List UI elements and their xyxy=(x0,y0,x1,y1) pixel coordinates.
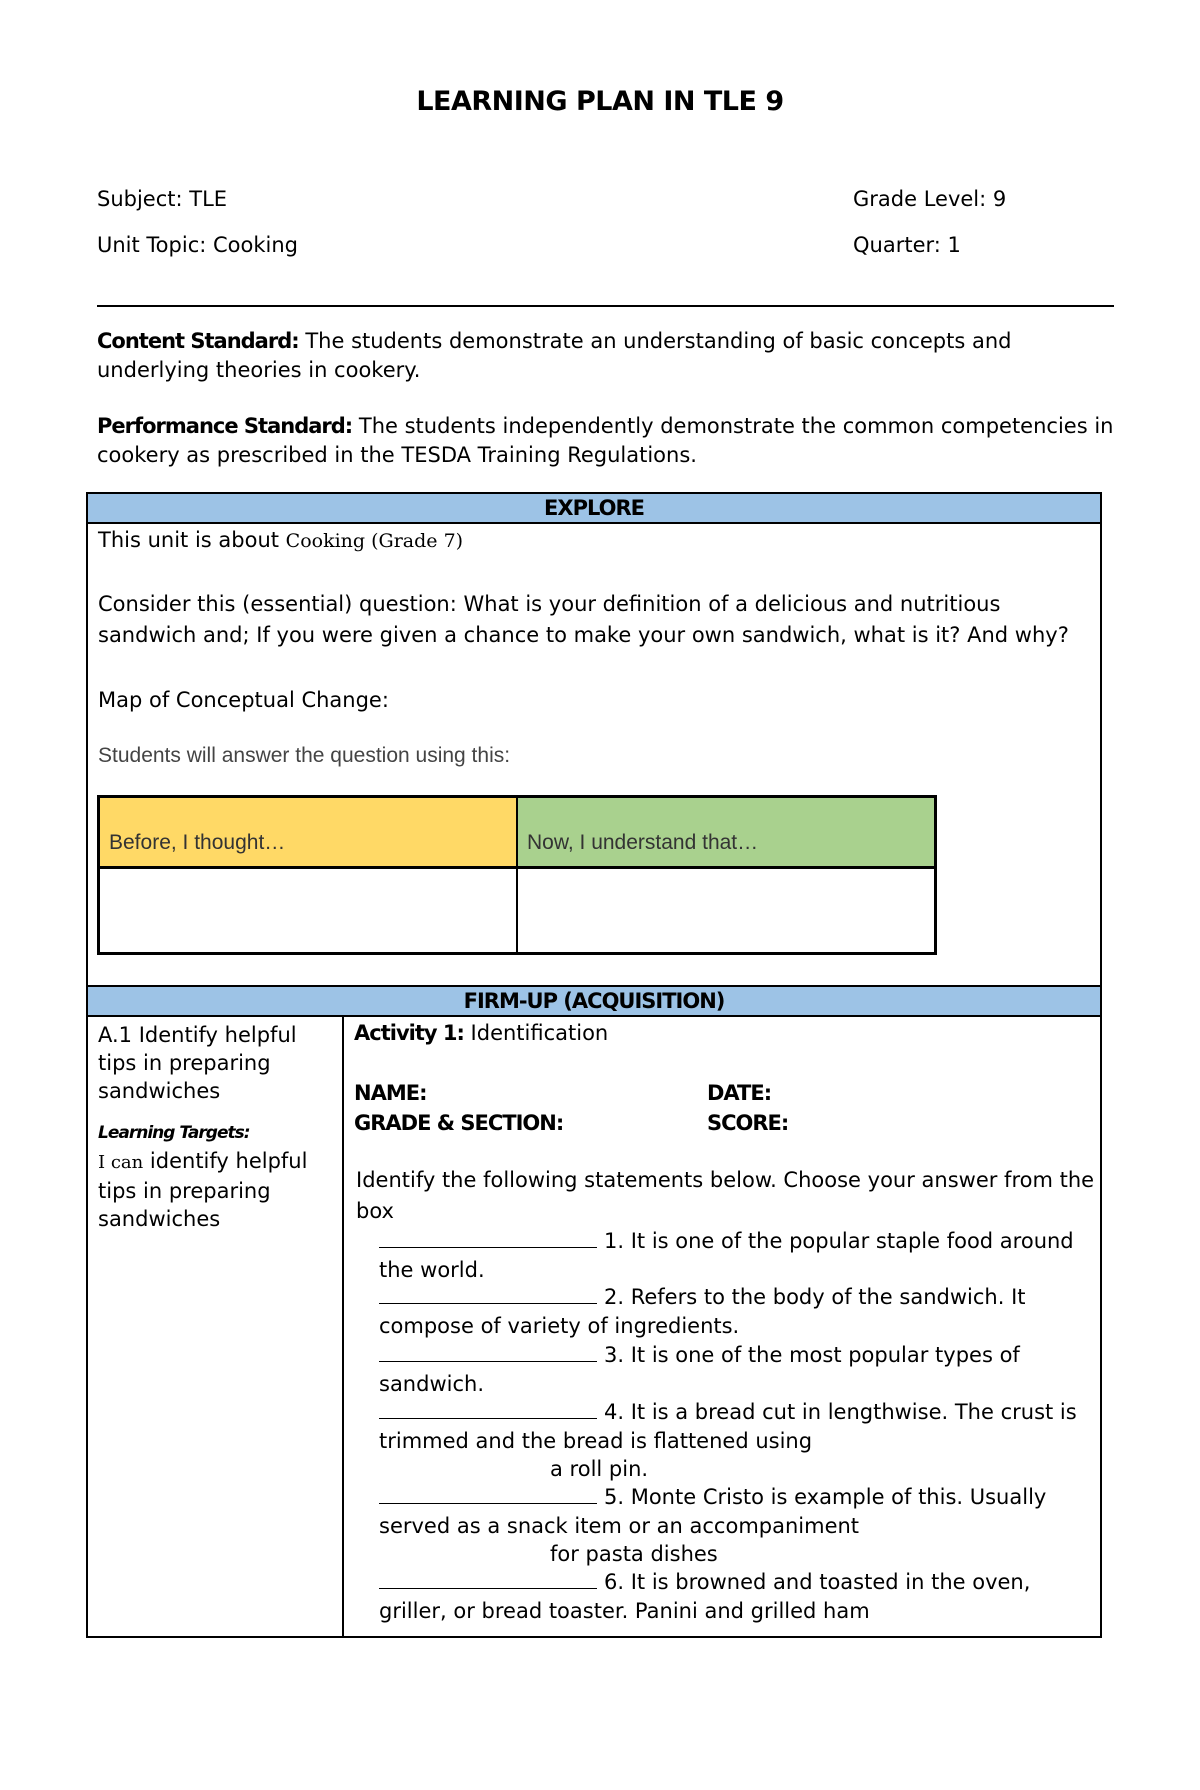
answer-blank[interactable] xyxy=(379,1229,597,1248)
header-divider xyxy=(97,305,1114,307)
explore-header: EXPLORE xyxy=(88,494,1100,524)
column-divider xyxy=(342,1017,344,1636)
unit-name: Cooking (Grade 7) xyxy=(285,530,464,552)
instructions-text: Identify the following statements below. Choose your answer from the box xyxy=(356,1168,1095,1223)
objective-text: A.1 Identify helpful tips in preparing sandwiches xyxy=(98,1023,297,1103)
activity-name: Identification xyxy=(463,1021,609,1045)
question-text: 1. It is one of the popular staple food around the world. xyxy=(379,1229,1074,1282)
question-item-5 xyxy=(379,1483,1084,1540)
question-item-1 xyxy=(379,1227,1084,1284)
question-item-4 xyxy=(379,1398,1084,1455)
performance-standard-text: The students independently demonstrate the common competencies in cookery as prescribed in the TESDA Training Regulations. xyxy=(97,414,1114,467)
question-text: 5. Monte Cristo is example of this. Usually served as a snack item or an accompaniment xyxy=(379,1485,1047,1538)
answer-blank[interactable] xyxy=(379,1570,597,1589)
question-text: 3. It is one of the most popular types of sandwich. xyxy=(379,1343,1020,1396)
activity-label: Activity 1: xyxy=(354,1021,464,1045)
now-header-cell xyxy=(518,798,934,869)
learning-target xyxy=(98,1147,333,1233)
before-answer-cell[interactable] xyxy=(100,869,518,952)
question-text: 6. It is browned and toasted in the oven, griller, or bread toaster. Panini and grilled ham xyxy=(379,1570,1031,1623)
score-label: SCORE: xyxy=(707,1111,789,1135)
performance-standard-label: Performance Standard: xyxy=(97,414,353,438)
question-item-3 xyxy=(379,1341,1084,1398)
conceptual-change-table xyxy=(97,795,937,955)
date-label: DATE: xyxy=(707,1081,772,1105)
content-standard-label: Content Standard: xyxy=(97,329,299,353)
explore-section xyxy=(86,492,1102,988)
learning-targets-label: Learning Targets: xyxy=(98,1123,250,1143)
instruction-text: Students will answer the question using this: xyxy=(98,744,511,767)
grade-section-label: GRADE & SECTION: xyxy=(354,1111,564,1135)
question-item-4-continued: a roll pin. xyxy=(550,1457,649,1481)
essential-question: Consider this (essential) question: What is your definition of a delicious and nutritious sandwich and; If you were given a chance to make your own sandwich, what is it? And why? xyxy=(98,592,1069,647)
target-prefix: I can xyxy=(98,1152,144,1173)
content-standard-text: The students demonstrate an understanding of basic concepts and underlying theories in cookery. xyxy=(97,329,1012,382)
now-label: Now, I understand that… xyxy=(527,831,759,854)
page-title: LEARNING PLAN IN TLE 9 xyxy=(416,86,784,117)
now-answer-cell[interactable] xyxy=(518,869,934,952)
unit-intro xyxy=(98,528,463,552)
firmup-section xyxy=(86,985,1102,1638)
question-item-5-continued: for pasta dishes xyxy=(550,1542,718,1566)
performance-standard xyxy=(97,412,1117,470)
answer-blank[interactable] xyxy=(379,1400,597,1419)
question-text: 2. Refers to the body of the sandwich. It compose of variety of ingredients. xyxy=(379,1285,1026,1338)
quarter-field: Quarter: 1 xyxy=(853,233,961,257)
answer-blank[interactable] xyxy=(379,1485,597,1504)
unit-topic-field: Unit Topic: Cooking xyxy=(97,233,298,257)
activity-title xyxy=(354,1021,608,1045)
question-item-2 xyxy=(379,1283,1084,1340)
question-text: 4. It is a bread cut in lengthwise. The crust is trimmed and the bread is flattened using xyxy=(379,1400,1077,1453)
question-item-6 xyxy=(379,1568,1084,1625)
map-label: Map of Conceptual Change: xyxy=(98,688,389,712)
objective-column xyxy=(98,1021,333,1233)
grade-level-field: Grade Level: 9 xyxy=(853,187,1007,211)
subject-field: Subject: TLE xyxy=(97,187,228,211)
target-text: identify helpful tips in preparing sandwiches xyxy=(98,1149,308,1231)
before-label: Before, I thought… xyxy=(109,831,286,854)
answer-blank[interactable] xyxy=(379,1285,597,1304)
firmup-header: FIRM-UP (ACQUISITION) xyxy=(88,987,1100,1017)
before-header-cell xyxy=(100,798,518,869)
name-label: NAME: xyxy=(354,1081,427,1105)
unit-intro-text: This unit is about xyxy=(98,528,286,552)
content-standard xyxy=(97,327,1117,385)
answer-blank[interactable] xyxy=(379,1343,597,1362)
